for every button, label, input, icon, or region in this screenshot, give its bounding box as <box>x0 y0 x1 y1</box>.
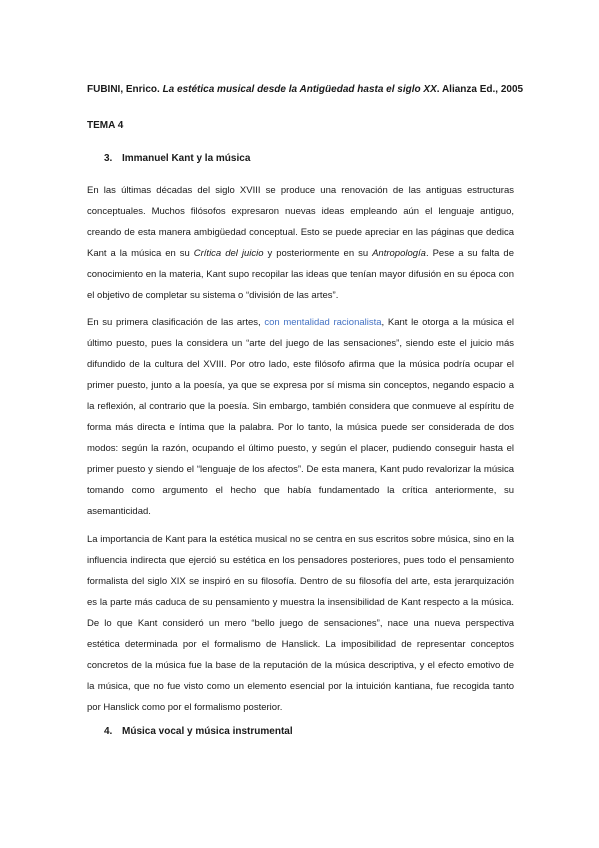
work-title-antropologia: Antropología <box>372 248 426 259</box>
section-heading-musica-vocal <box>104 726 293 737</box>
racionalista-link[interactable]: con mentalidad racionalista <box>264 317 382 328</box>
paragraph-intro <box>87 180 514 306</box>
section-title: Immanuel Kant y la música <box>122 153 251 164</box>
paragraph-text: y posteriormente en su <box>263 248 373 259</box>
reference-publisher: Alianza Ed., 2005 <box>441 84 524 95</box>
reference-author: FUBINI, Enrico. <box>87 84 160 95</box>
paragraph-text: En las últimas décadas del siglo XVIII se produce una renovación de las antiguas estructuras conceptuales. Muchos filósofos expresaron nuevas ideas empleando aún el lenguaje antiguo, creando de esta manera ambigüedad conceptual. Esto se puede apreciar en las páginas que dedica Kant a la música en su <box>87 185 514 259</box>
bibliographic-reference: FUBINI, Enrico. La estética musical desde la Antigüedad hasta el siglo XX. Alianza Ed., 2005 <box>87 84 524 95</box>
paragraph-classification <box>87 312 514 522</box>
tema-label: TEMA 4 <box>87 120 124 131</box>
reference-title: La estética musical desde la Antigüedad hasta el siglo XX <box>162 84 437 95</box>
section-number: 3. <box>104 153 113 164</box>
section-title: Música vocal y música instrumental <box>122 726 293 737</box>
paragraph-text: . Pese a su falta de conocimiento en la materia, Kant supo recopilar las ideas que tenían mayor difusión en su época con el objetivo de completar su sistema o “división de las artes”. <box>87 248 514 301</box>
work-title-critica: Crítica del juicio <box>193 248 264 259</box>
paragraph-text: En su primera clasificación de las artes, <box>87 317 265 328</box>
section-heading-kant <box>104 153 250 164</box>
paragraph-text: , Kant le otorga a la música el último puesto, pues la considera un “arte del juego de las sensaciones”, siendo este el juicio más difundido de la cultura del XVIII. Por otro lado, este filósofo afirma que la música podría ocupar el primer puesto, junto a la poesía, ya que se expresa por sí misma sin conceptos, negando espacio a la reflexión, al contrario que la poesía. Sin embargo, también considera que conmueve al espíritu de forma más directa e íntima que la palabra. Por lo tanto, la música puede ser considerada de dos modos: según la razón, ocupando el último puesto, y según el placer, pudiendo conseguir hasta el primer puesto y siendo el “lenguaje de los afectos”. De esta manera, Kant pudo revalorizar la música tomando como argumento el hecho que había fundamentado la crítica anteriormente, su asemanticidad. <box>87 317 514 517</box>
section-number: 4. <box>104 726 113 737</box>
paragraph-importance: La importancia de Kant para la estética musical no se centra en sus escritos sobre música, sino en la influencia indirecta que ejerció su estética en los pensadores posteriores, pues todo el pensamiento formalista del siglo XIX se inspiró en su filosofía. Dentro de su filosofía del arte, esta jerarquización es la parte más caduca de su pensamiento y muestra la insensibilidad de Kant respecto a la música. De lo que Kant consideró un mero “bello juego de sensaciones”, nace una nueva perspectiva estética determinada por el formalismo de Hanslick. La imposibilidad de representar conceptos concretos de la música fue la base de la reputación de la música descriptiva, y el efecto emotivo de la música, que no fue visto como un elemento esencial por la intuición kantiana, fue recogida tanto por Hanslick como por el formalismo posterior. <box>87 534 514 713</box>
